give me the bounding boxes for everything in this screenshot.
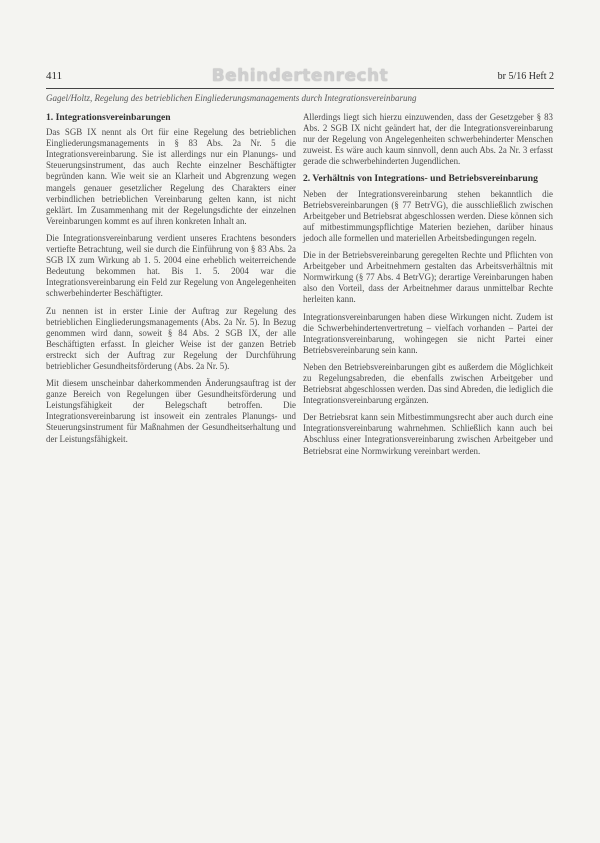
paragraph: Mit diesem unscheinbar daherkommenden Änderungsauftrag ist der ganze Bereich von Regelungen über Gesundheitsförderung und Leistungsfähigkeit der Belegschaft betroffen. Die Integrationsvereinbarung ist insoweit ein zentrales Planungs- und Steuerungsinstrument für Maßnahmen der Gesundheitserhaltung und der Leistungsfähigkeit. bbox=[46, 378, 296, 444]
paragraph: Die in der Betriebsvereinbarung geregelten Rechte und Pflichten von Arbeitgeber und Arbeitnehmern gestalten das Arbeitsverhältnis mit Normwirkung (§ 77 Abs. 4 BetrVG); derartige Vereinbarungen haben also den Vorteil, dass der Arbeitnehmer daraus unmittelbar Rechte herleiten kann. bbox=[303, 250, 553, 305]
paragraph: Allerdings liegt sich hierzu einzuwenden, dass der Gesetzgeber § 83 Abs. 2 SGB IX nicht geändert hat, der die Integrationsvereinbarung nur der Regelung von Angelegenheiten schwerbehinderter Menschen zuweist. Es wäre auch kaum sinnvoll, denn auch Abs. 2a Nr. 3 erfasst gerade die schwerbehinderten Jugendlichen. bbox=[303, 112, 553, 167]
section-heading-1: 1. Integrationsvereinbarungen bbox=[46, 112, 171, 123]
paragraph: Das SGB IX nennt als Ort für eine Regelung des betrieblichen Eingliederungsmanagements in § 83 Abs. 2a Nr. 5 die Integrationsvereinbarung. Sie ist allerdings nur ein Planungs- und Steuerungsinstrument, das auch Rechte einzelner Beschäftigter begründen kann. Wie weit sie an Klarheit und Abgrenzung wegen mangels genauer gesetzlicher Regelung des Charakters einer verbindlichen betrieblichen Vereinbarung gelten kann, ist nicht geklärt. Im Zusammenhang mit der Regelungsdichte der einzelnen Vereinbarungen kommt es auf ihren konkreten Inhalt an. bbox=[46, 127, 296, 226]
paragraph: Neben der Integrationsvereinbarung stehen bekanntlich die Betriebsvereinbarungen (§ 77 BetrVG), die ausschließlich zwischen Arbeitgeber und Betriebsrat abgeschlossen werden. Diese können sich auf mitbestimmungspflichtige Materien beziehen, darüber hinaus jedoch alle formellen und materiellen Arbeitsbedingungen regeln. bbox=[303, 188, 553, 243]
section-heading-2: 2. Verhältnis von Integrations- und Betriebsvereinbarung bbox=[303, 173, 538, 185]
paragraph: Neben den Betriebsvereinbarungen gibt es außerdem die Möglichkeit zu Regelungsabreden, die ebenfalls zwischen Arbeitgeber und Betriebsrat abgeschlossen werden. Das sind Abreden, die lediglich die Integrationsvereinbarung ergänzen. bbox=[303, 361, 553, 406]
journal-title: Behindertenrecht bbox=[211, 66, 389, 86]
paragraph: Integrationsvereinbarungen haben diese Wirkungen nicht. Zudem ist die Schwerbehindertenvertretung – vielfach vorhanden – Partei der Integrationsvereinbarung, wohingegen sie nicht Partei einer Betriebsvereinbarung sein kann. bbox=[303, 311, 553, 355]
page-header bbox=[46, 66, 554, 89]
left-column bbox=[46, 112, 296, 451]
issue-info: br 5/16 Heft 2 bbox=[497, 71, 554, 82]
paragraph: Der Betriebsrat kann sein Mitbestimmungsrecht aber auch durch eine Integrationsvereinbarung wahrnehmen. Schließlich kann auch bei Abschluss einer Integrationsvereinbarung zwischen Arbeitgeber und Betriebsrat eine Normwirkung vereinbart werden. bbox=[303, 412, 553, 456]
running-title: Gagel/Holtz, Regelung des betrieblichen Eingliederungsmanagements durch Integrationsvereinbarung bbox=[46, 93, 417, 103]
paragraph: Zu nennen ist in erster Linie der Auftrag zur Regelung des betrieblichen Eingliederungsmanagements (Abs. 2a Nr. 5). In Bezug genommen wird dann, soweit § 84 Abs. 2 SGB IX, der alle Beschäftigten erfasst. In gleicher Weise ist der ganzen Betrieb erstreckt sich der Auftrag zur Regelung der Durchführung betrieblicher Gesundheitsförderung (Abs. 2a Nr. 5). bbox=[46, 305, 296, 371]
right-column bbox=[303, 112, 553, 463]
paragraph: Die Integrationsvereinbarung verdient unseres Erachtens besonders vertiefte Betrachtung, weil sie durch die Einführung von § 83 Abs. 2a SGB IX zum Wirkung ab 1. 5. 2004 eine erheblich weiterreichende Bedeutung bekommen hat. Bis 1. 5. 2004 war die Integrationsvereinbarung ein Feld zur Regelung von Angelegenheiten schwerbehinderter Beschäftigter. bbox=[46, 232, 296, 299]
page-number: 411 bbox=[46, 70, 63, 82]
